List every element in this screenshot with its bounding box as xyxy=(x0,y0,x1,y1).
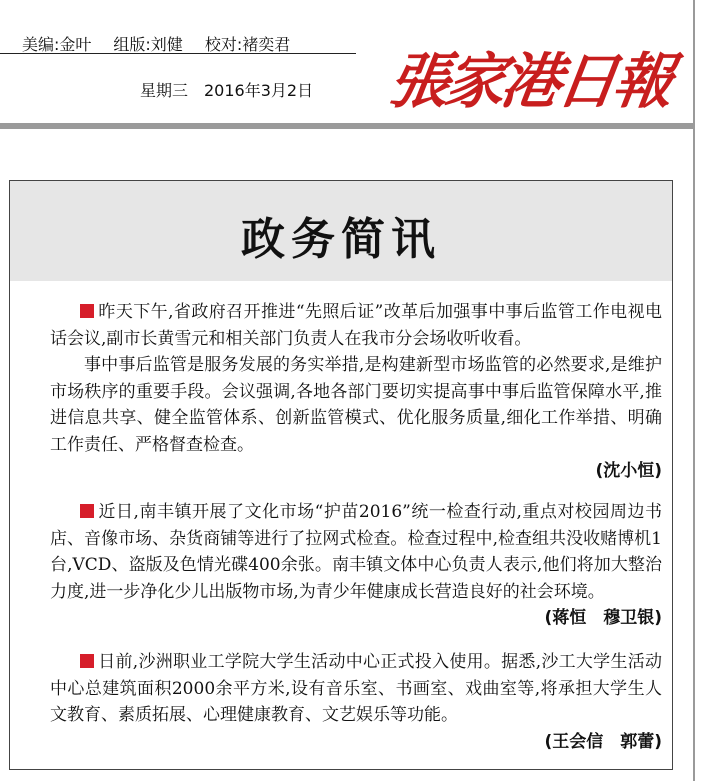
red-square-bullet-icon xyxy=(80,304,94,318)
staff-credits xyxy=(0,32,356,54)
designer-credit: 美编:金叶 xyxy=(22,35,92,54)
news-brief-box xyxy=(9,180,673,770)
header-rule xyxy=(0,123,693,129)
news-item-3-lead: 日前,沙洲职业工学院大学生活动中心正式投入使用。据悉,沙工大学生活动中心总建筑面积2000余平方米,设有音乐室、书画室、戏曲室等,将承担大学生人文教育、素质拓展、心理健康教育、文艺娱乐等功能。 xyxy=(50,652,662,725)
news-item-2 xyxy=(50,499,662,632)
red-square-bullet-icon xyxy=(80,654,94,668)
news-item-1 xyxy=(50,299,662,485)
news-item-1-lead: 昨天下午,省政府召开推进“先照后证”改革后加强事中事后监管工作电视电话会议,副市长黄雪元和相关部门负责人在我市分会场收听收看。 xyxy=(50,302,662,349)
section-title: 政务简讯 xyxy=(241,214,441,265)
layout-credit: 组版:刘健 xyxy=(113,35,183,54)
issue-date: 星期三 2016年3月2日 xyxy=(140,81,314,100)
news-item-1-body: 事中事后监管是服务发展的务实举措,是构建新型市场监管的必然要求,是维护市场秩序的重要手段。会议强调,各地各部门要切实提高事中事后监管保障水平,推进信息共享、健全监管体系、创新监管模式、优化服务质量,细化工作举措、明确工作责任、严格督查检查。 xyxy=(50,355,662,455)
proofreader-credit: 校对:褚奕君 xyxy=(204,35,291,54)
news-item-2-byline: (蒋恒 穆卫银) xyxy=(544,608,662,628)
news-item-1-byline: (沈小恒) xyxy=(595,461,662,481)
column-divider xyxy=(693,0,695,781)
news-item-2-lead: 近日,南丰镇开展了文化市场“护苗2016”统一检查行动,重点对校园周边书店、音像市场、杂货商铺等进行了拉网式检查。检查过程中,检查组共没收赌博机1台,VCD、盗版及色情光碟400余张。南丰镇文体中心负责人表示,他们将加大整治力度,进一步净化少儿出版物市场,为青少年健康成长营造良好的社会环境。 xyxy=(50,502,662,602)
news-item-3 xyxy=(50,649,662,755)
red-square-bullet-icon xyxy=(80,504,94,518)
news-item-3-byline: (王会信 郭蕾) xyxy=(544,731,662,752)
newspaper-masthead-logo: 張家港日報 xyxy=(384,47,675,117)
